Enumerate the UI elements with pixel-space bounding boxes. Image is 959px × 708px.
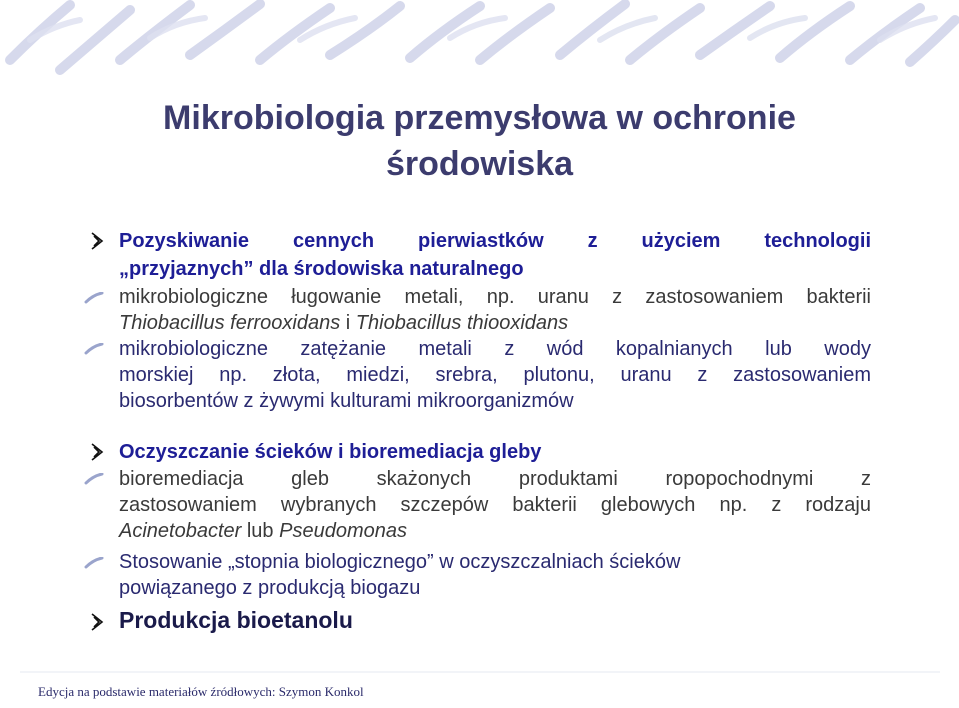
arrow-check-icon [90, 230, 112, 252]
section2-heading: Oczyszczanie ścieków i bioremediacja gleby [119, 441, 542, 463]
section2-item2-line1: Stosowanie „stopnia biologicznego” w oczyszczalniach ścieków [119, 551, 681, 573]
section1-heading-line1: Pozyskiwanie cennych pierwiastków z użyciem technologii [119, 230, 871, 252]
section2-item1-line1: bioremediacja gleb skażonych produktami ropopochodnymi z [119, 468, 871, 490]
genus-name: Pseudomonas [279, 520, 407, 542]
section2-item1-line3: Acinetobacter lub Pseudomonas [119, 520, 407, 542]
section1-item2-line1: mikrobiologiczne zatężanie metali z wód kopalnianych lub wody [119, 338, 871, 360]
slide-title-line1: Mikrobiologia przemysłowa w ochronie [163, 99, 796, 137]
leaf-stroke-icon [84, 292, 104, 304]
section1-item1-line2: Thiobacillus ferrooxidans i Thiobacillus thiooxidans [119, 312, 569, 334]
section2-item1-line2: zastosowaniem wybranych szczepów bakterii glebowych np. z rodzaju [119, 494, 871, 516]
section1-item2-line2: morskiej np. złota, miedzi, srebra, plutonu, uranu z zastosowaniem [119, 364, 871, 386]
species-name: Thiobacillus thiooxidans [355, 312, 569, 334]
section3-heading: Produkcja bioetanolu [119, 607, 353, 633]
section2-item2-line2: powiązanego z produkcją biogazu [119, 577, 421, 599]
arrow-check-icon [90, 441, 112, 463]
genus-name: Acinetobacter [119, 520, 242, 542]
section1-heading-line2: „przyjaznych” dla środowiska naturalnego [119, 258, 524, 280]
footer-credit: Edycja na podstawie materiałów źródłowych: Szymon Konkol [38, 684, 364, 699]
slide-title-line2: środowiska [385, 145, 574, 183]
leaf-stroke-icon [84, 473, 104, 485]
species-name: Thiobacillus ferrooxidans [119, 312, 341, 334]
leaf-stroke-icon [84, 557, 104, 569]
section1-item2-line3: biosorbentów z żywymi kulturami mikroorganizmów [119, 390, 574, 412]
leaf-stroke-icon [84, 343, 104, 355]
arrow-check-icon [90, 611, 112, 633]
section1-item1-line1: mikrobiologiczne ługowanie metali, np. uranu z zastosowaniem bakterii [119, 286, 871, 308]
